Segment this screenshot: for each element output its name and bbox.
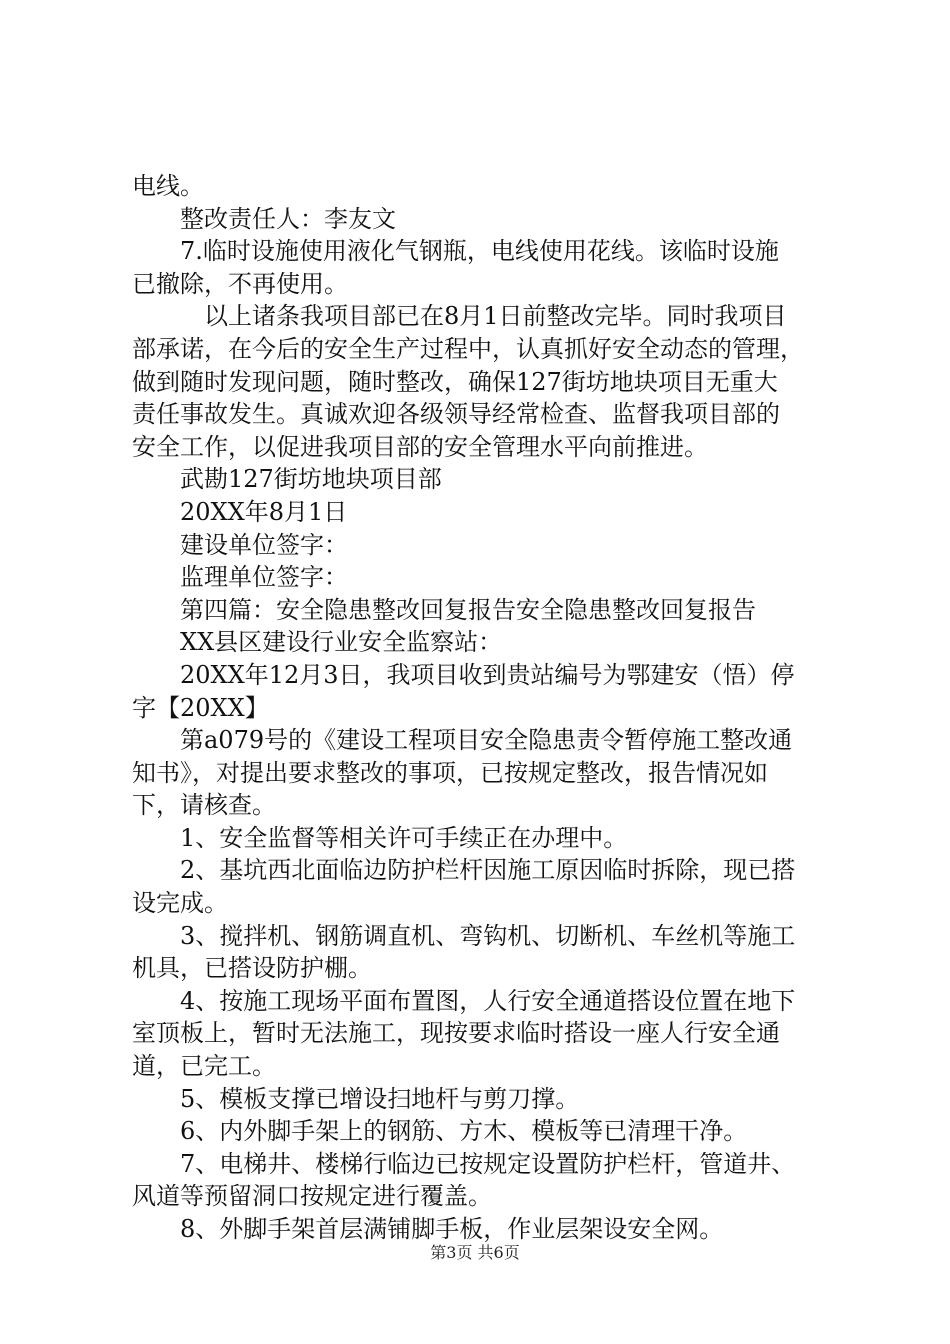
text-line: 已撤除，不再使用。 xyxy=(132,269,348,298)
text-line: 风道等预留洞口按规定进行覆盖。 xyxy=(132,1182,492,1211)
text-line: 责任事故发生。真诚欢迎各级领导经常检查、监督我项目部的 xyxy=(132,400,780,429)
text-line: 知书》，对提出要求整改的事项，已按规定整改，报告情况如 xyxy=(132,758,768,787)
list-item: 6、内外脚手架上的钢筋、方木、模板等已清理干净。 xyxy=(180,1117,748,1146)
text-line: 7.临时设施使用液化气钢瓶，电线使用花线。该临时设施 xyxy=(180,237,779,266)
text-line: 部承诺，在今后的安全生产过程中，认真抓好安全动态的管理， xyxy=(132,334,804,363)
list-item: 1、安全监督等相关许可手续正在办理中。 xyxy=(180,823,628,852)
text-line: 整改责任人：李友文 xyxy=(180,204,396,233)
text-line: 安全工作，以促进我项目部的安全管理水平向前推进。 xyxy=(132,432,708,461)
list-item: 8、外脚手架首层满铺脚手板，作业层架设安全网。 xyxy=(180,1215,724,1243)
list-item: 5、模板支撑已增设扫地杆与剪刀撑。 xyxy=(180,1084,580,1113)
list-item: 3、搅拌机、钢筋调直机、弯钩机、切断机、车丝机等施工 xyxy=(180,921,796,950)
text-line: 20XX年8月1日 xyxy=(180,497,348,526)
text-line: 以上诸条我项目部已在8月1日前整改完毕。同时我项目 xyxy=(204,302,787,331)
document-body xyxy=(132,170,832,1246)
text-line: XX县区建设行业安全监察站： xyxy=(180,628,503,657)
text-line: 第a079号的《建设工程项目安全隐患责令暂停施工整改通 xyxy=(180,726,793,755)
text-line: 设完成。 xyxy=(132,889,228,918)
text-line: 20XX年12月3日，我项目收到贵站编号为鄂建安（悟）停 xyxy=(180,660,795,689)
list-item: 7、电梯井、楼梯行临边已按规定设置防护栏杆，管道井、 xyxy=(180,1149,796,1178)
text-line: 电线。 xyxy=(132,172,204,200)
text-line: 监理单位签字： xyxy=(180,563,348,592)
text-line: 道，已完工。 xyxy=(132,1052,276,1081)
text-line: 下，请核查。 xyxy=(132,791,276,820)
text-line: 室顶板上，暂时无法施工，现按要求临时搭设一座人行安全通 xyxy=(132,1019,780,1048)
list-item: 4、按施工现场平面布置图，人行安全通道搭设位置在地下 xyxy=(180,986,796,1015)
text-line: 机具，已搭设防护棚。 xyxy=(132,954,372,983)
section-heading: 第四篇：安全隐患整改回复报告安全隐患整改回复报告 xyxy=(180,595,756,624)
text-line: 字【20XX】 xyxy=(132,693,269,722)
text-line: 建设单位签字： xyxy=(180,530,348,559)
page-footer: 第3页 共6页 xyxy=(430,1243,520,1262)
text-line: 武勘127街坊地块项目部 xyxy=(180,465,442,494)
text-line: 做到随时发现问题，随时整改，确保127街坊地块项目无重大 xyxy=(132,367,778,396)
list-item: 2、基坑西北面临边防护栏杆因施工原因临时拆除，现已搭 xyxy=(180,856,796,885)
